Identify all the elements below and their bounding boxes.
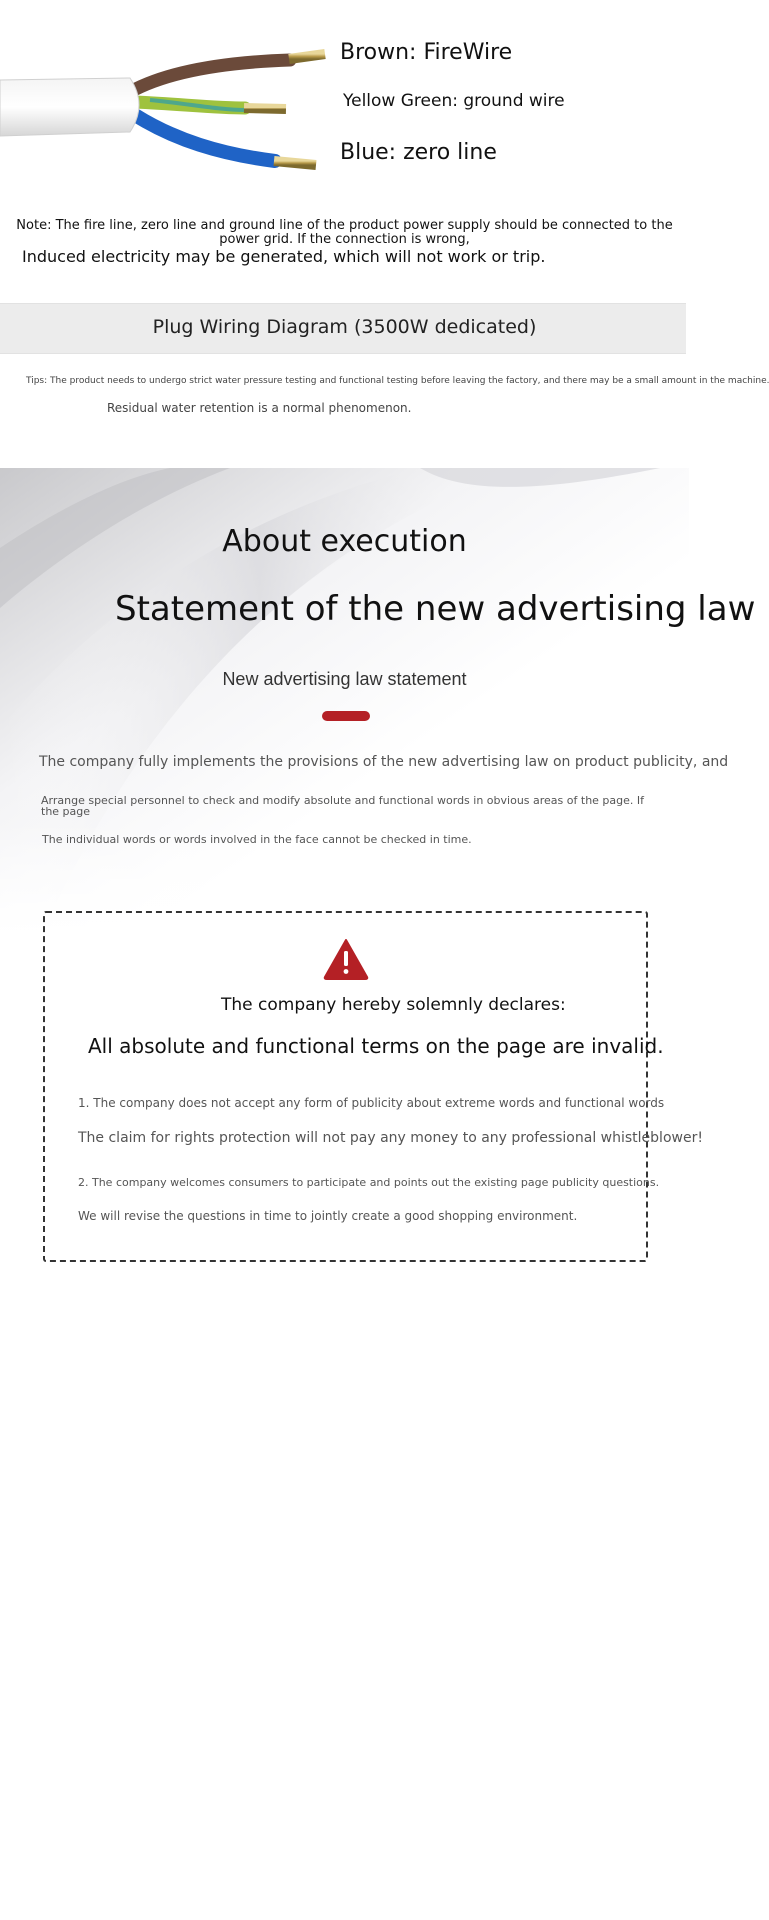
statement-subtitle: New advertising law statement (222, 669, 467, 689)
diagram-title: Plug Wiring Diagram (3500W dedicated) (152, 316, 537, 338)
statement-title: Statement of the new advertising law (115, 589, 756, 629)
declaration-heading: The company hereby solemnly declares: (221, 995, 566, 1015)
law-paragraph-3: The individual words or words involved in the face cannot be checked in time. (42, 833, 472, 846)
law-paragraph-2: Arrange special personnel to check and modify absolute and functional words in obvious areas of the page. If the page (41, 794, 645, 818)
diagram-title-bar (0, 303, 686, 354)
ground-wire-tip (244, 108, 286, 109)
cable-illustration (0, 30, 330, 190)
blue-wire-tip (274, 161, 316, 165)
accent-divider (322, 711, 370, 721)
declaration-item-2: 2. The company welcomes consumers to participate and points out the existing page publicity questions. (78, 1176, 660, 1189)
brown-wire-tip (289, 54, 325, 59)
wiring-note: Note: The fire line, zero line and ground line of the product power supply should be connected to the power grid. If the connection is wrong, (16, 218, 673, 247)
blue-wire (135, 115, 275, 161)
declaration-item-2-detail: We will revise the questions in time to jointly create a good shopping environment. (78, 1209, 578, 1223)
wiring-note-continued: Induced electricity may be generated, which will not work or trip. (22, 247, 546, 266)
blue-wire-label: Blue: zero line (340, 140, 497, 165)
declaration-main-statement: All absolute and functional terms on the page are invalid. (88, 1034, 664, 1058)
brown-wire-label: Brown: FireWire (340, 40, 513, 65)
ground-wire-label: Yellow Green: ground wire (343, 91, 565, 111)
law-paragraph-1: The company fully implements the provisions of the new advertising law on product publicity, and (39, 754, 729, 770)
warning-icon (323, 938, 369, 980)
about-execution-title: About execution (222, 524, 467, 559)
cable-sheath (0, 78, 139, 136)
tips-text-continued: Residual water retention is a normal phenomenon. (107, 401, 412, 415)
declaration-item-1: 1. The company does not accept any form of publicity about extreme words and functional words (78, 1096, 665, 1110)
tips-text: Tips: The product needs to undergo strict water pressure testing and functional testing before leaving the factory, and there may be a small amount in the machine. (26, 376, 769, 386)
declaration-item-1-detail: The claim for rights protection will not pay any money to any professional whistleblower! (78, 1130, 703, 1146)
brown-wire (130, 60, 290, 92)
